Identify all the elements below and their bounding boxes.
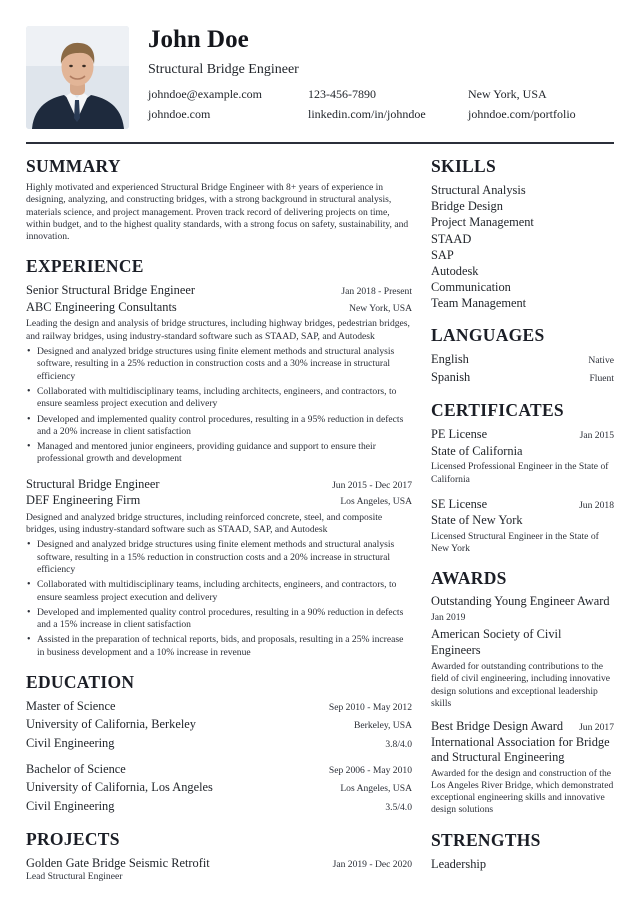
education-section [26,671,412,816]
skill-item: Structural Analysis [431,183,526,197]
school-location: Berkeley, USA [354,720,412,732]
profile-photo [26,26,129,129]
job-company: DEF Engineering Firm [26,493,141,508]
header-divider [26,142,614,144]
language-item [431,351,614,369]
school: University of California, Berkeley [26,717,196,732]
job-company: ABC Engineering Consultants [26,299,177,314]
portfolio-link[interactable]: johndoe.com/portfolio [468,107,576,121]
project-entry [26,855,412,884]
certificate-description: Licensed Professional Engineer in the State of California [431,461,609,485]
certificate-entry [431,496,614,556]
award-date: Jun 2017 [579,722,614,734]
certificate-issuer: State of New York [431,513,523,528]
summary-section [26,155,412,243]
main-column [26,155,412,896]
award-entry [431,718,614,817]
award-name: Best Bridge Design Award [431,719,564,734]
project-name: Golden Gate Bridge Seismic Retrofit [26,855,210,870]
section-heading: SUMMARY [26,156,121,176]
linkedin-link[interactable]: linkedin.com/in/johndoe [308,107,426,121]
job-entry [26,476,412,659]
education-entry [26,698,412,753]
skills-list [431,182,614,312]
award-entry [431,594,614,710]
degree: Master of Science [26,699,116,714]
award-description: Awarded for outstanding contributions to the field of civil engineering, including innovative design solutions and exceptional leadership skills [431,660,611,709]
certificate-date: Jan 2015 [579,430,614,442]
school: University of California, Los Angeles [26,780,213,795]
list-item: • Managed and mentored junior engineers, providing guidance and support to ensure their professional growth and development [26,441,412,466]
certificate-name: PE License [431,427,488,442]
section-heading: STRENGTHS [431,829,541,850]
section-heading: SKILLS [431,156,497,176]
section-heading: CERTIFICATES [431,400,564,421]
language-item [431,369,614,387]
gpa: 3.5/4.0 [385,801,412,813]
list-item: • Collaborated with multidisciplinary teams, including architects, engineers, and contractors, to ensure seamless project execution and delivery [26,579,412,604]
education-entry [26,761,412,816]
skill-item: STAAD [431,231,472,246]
job-dates: Jan 2018 - Present [341,286,412,298]
section-heading: LANGUAGES [431,324,545,345]
project-role: Lead Structural Engineer [26,871,123,883]
language-name: English [431,351,469,366]
skill-item: Communication [431,280,511,295]
skill-item: Team Management [431,296,527,311]
language-level: Fluent [589,372,614,384]
language-level: Native [588,354,614,366]
contact-info [148,87,618,122]
section-heading: EXPERIENCE [26,256,144,277]
award-issuer: American Society of Civil Engineers [431,626,562,658]
school-location: Los Angeles, USA [340,783,412,795]
education-dates: Sep 2006 - May 2010 [328,764,412,776]
gpa: 3.8/4.0 [385,738,412,750]
section-heading: PROJECTS [26,828,120,849]
certificate-issuer: State of California [431,443,523,458]
skill-item: SAP [431,247,454,262]
awards-section [431,567,614,816]
award-date: Jan 2019 [431,611,466,623]
skill-item: Autodesk [431,264,479,279]
email-link[interactable]: johndoe@example.com [148,87,263,101]
summary-text: Highly motivated and experienced Structural Bridge Engineer with 8+ years of experience in designing, analyzing, and constructing bridges, with a strong background in structural analysis, materials science, and project management. Proven track record of delivering projects on time, within budget, and to the highest quality standards, with a strong focus on safety, sustainability, and innovation. [26,182,409,243]
job-description: Leading the design and analysis of bridge structures, including highway bridges, pedestrian bridges, and railway bridges, using industry-standard software such as STAAD, SAP, and Autodesk [26,318,410,342]
candidate-name: John Doe [148,26,249,53]
list-item: • Designed and analyzed bridge structures using finite element methods and structural analysis software, resulting in a 15% reduction in construction costs and a 20% increase in structural efficiency [26,539,412,576]
skills-section [431,155,614,312]
section-heading: EDUCATION [26,672,135,693]
job-description: Designed and analyzed bridge structures, including reinforced concrete, steel, and composite bridges, using industry-standard software such as STAAD, SAP, and Autodesk [26,511,383,536]
list-item: • Developed and implemented quality control procedures, resulting in a 90% reduction in defects and a 15% increase in client satisfaction [26,607,412,632]
field-of-study: Civil Engineering [26,798,115,813]
strengths-section [431,829,614,873]
job-role: Structural Bridge Engineer [26,476,160,491]
location: New York, USA [468,87,547,101]
certificates-section [431,399,614,555]
language-name: Spanish [431,369,471,384]
certificate-description: Licensed Structural Engineer in the State of New York [431,530,599,555]
job-achievements [26,539,412,659]
skill-item: Project Management [431,215,534,230]
job-role: Senior Structural Bridge Engineer [26,283,195,298]
education-dates: Sep 2010 - May 2012 [328,702,412,714]
job-location: Los Angeles, USA [340,496,412,508]
languages-section [431,324,614,388]
job-title: Structural Bridge Engineer [148,62,299,77]
award-description: Awarded for the design and construction of the Los Angeles River Bridge, which demonstrated exceptional engineering skills and innovative design solutions [431,767,614,816]
certificate-name: SE License [431,496,488,511]
list-item: • Collaborated with multidisciplinary teams, including architects, engineers, and contractors, to ensure seamless project execution and delivery [26,386,412,411]
list-item: • Designed and analyzed bridge structures using finite element methods and structural analysis software, resulting in a 25% reduction in construction costs and a 30% increase in structural efficiency [26,346,412,383]
portrait-image [26,26,129,129]
certificate-entry [431,426,614,486]
website-link[interactable]: johndoe.com [148,107,211,121]
list-item: • Developed and implemented quality control procedures, resulting in a 95% reduction in defects and a 20% increase in client satisfaction [26,414,412,439]
job-entry [26,282,412,465]
field-of-study: Civil Engineering [26,735,115,750]
job-achievements [26,346,412,466]
award-issuer: International Association for Bridge and Structural Engineering [431,734,610,765]
award-name: Outstanding Young Engineer Award [431,594,610,609]
strength-item: Leadership [431,856,487,871]
certificate-date: Jun 2018 [579,499,614,511]
degree: Bachelor of Science [26,761,126,776]
side-column [431,155,614,884]
skill-item: Bridge Design [431,199,503,214]
experience-section [26,255,412,659]
section-heading: AWARDS [431,568,507,589]
projects-section [26,828,412,884]
list-item: • Assisted in the preparation of technical reports, bids, and proposals, resulting in a 25% increase in business development and a 10% increase in revenue [26,634,412,659]
job-dates: Jun 2015 - Dec 2017 [332,479,412,491]
project-dates: Jan 2019 - Dec 2020 [332,858,412,870]
phone-number: 123-456-7890 [308,87,376,101]
job-location: New York, USA [349,302,412,314]
